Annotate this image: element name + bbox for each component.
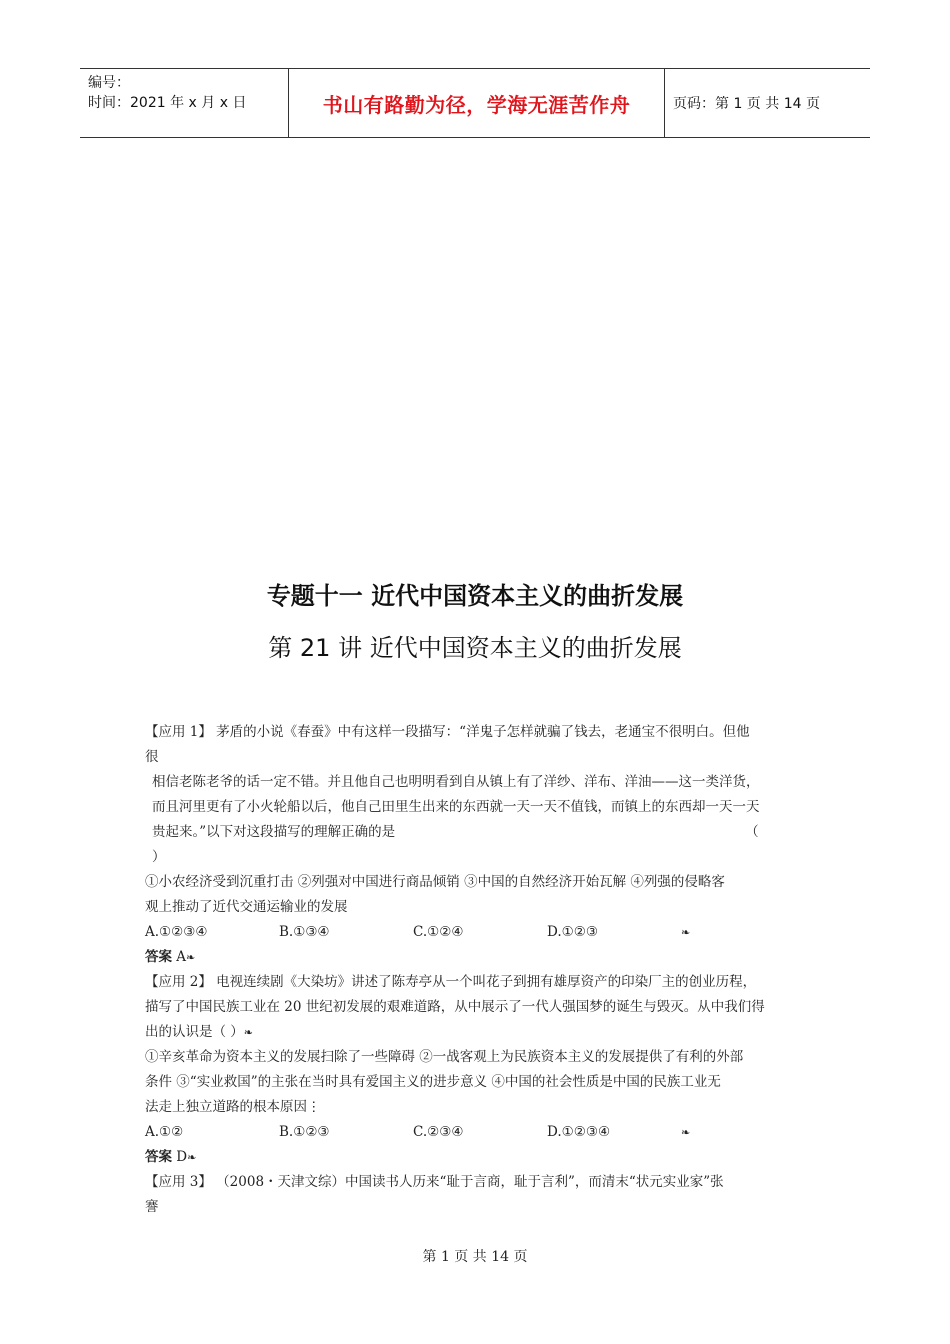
q2-option-b: B.①②③ xyxy=(279,1124,330,1140)
q2-option-d: D.①②③④ ❧ xyxy=(547,1120,681,1145)
q1-line-4: 贵起来。”以下对这段描写的理解正确的是 （ xyxy=(145,820,810,845)
number-label: 编号： xyxy=(88,75,130,91)
document-body xyxy=(145,720,810,1220)
q1-paren-close: ） xyxy=(152,849,166,865)
q1-option-a: A.①②③④ xyxy=(145,924,208,940)
header-meta xyxy=(80,69,288,137)
q1-answer xyxy=(145,945,810,970)
q2-line-2: 描写了中国民族工业在 20 世纪初发展的艰难道路，从中展示了一代人强国梦的诞生与毁灭。从中我们得 xyxy=(145,999,765,1015)
q1-option-c: C.①②④ xyxy=(413,924,464,940)
q2-line-3-mark: ❧ xyxy=(243,1026,254,1039)
q2-answer-label: 答案 xyxy=(145,1149,172,1165)
q1-option-b: B.①③④ xyxy=(279,924,330,940)
q1-options xyxy=(145,920,810,945)
date-line: 时间：2021 年 x 月 x 日 xyxy=(88,95,247,111)
q1-answer-value: A xyxy=(172,949,187,965)
header-page-info: 页码：第 1 页 共 14 页 xyxy=(673,96,820,112)
q1-answer-label: 答案 xyxy=(145,949,172,965)
q2-statements-2: 条件 ③“实业救国”的主张在当时具有爱国主义的进步意义 ④中国的社会性质是中国的民族工业无 xyxy=(145,1074,721,1090)
q1-line-2: 相信老陈老爷的话一定不错。并且他自己也明明看到自从镇上有了洋纱、洋布、洋油——这一类洋货， xyxy=(152,774,760,790)
q2-option-a: A.①② xyxy=(145,1124,184,1140)
page-header xyxy=(80,68,870,138)
q1-line-3: 而且河里更有了小火轮船以后，他自己田里生出来的东西就一天一天不值钱，而镇上的东西却一天一天 xyxy=(152,799,760,815)
q1-line-1b: 很 xyxy=(145,749,159,765)
q1-tag: 【应用 1】 xyxy=(145,724,212,740)
q2-answer-mark: ❧ xyxy=(187,1151,197,1164)
header-motto: 书山有路勤为径，学海无涯苦作舟 xyxy=(288,69,665,137)
q2-statements-mark: ⋮ xyxy=(307,1099,321,1115)
q3-line-2: 謇 xyxy=(145,1199,159,1215)
q2-statements-3: 法走上独立道路的根本原因⋮ xyxy=(145,1099,321,1115)
q2-line-3: 出的认识是（ ）❧ xyxy=(145,1024,254,1040)
q2-option-mark: ❧ xyxy=(681,1126,691,1139)
lecture-title: 第 21 讲 近代中国资本主义的曲折发展 xyxy=(268,634,682,662)
q1-paren-open: （ xyxy=(745,824,759,840)
q2-line-1: 【应用 2】 电视连续剧《大染坊》讲述了陈寿亭从一个叫花子到拥有雄厚资产的印染厂主的创业历程， xyxy=(145,974,757,990)
q3-tag: 【应用 3】 xyxy=(145,1174,212,1190)
q2-answer-value: D xyxy=(172,1149,188,1165)
q2-answer xyxy=(145,1145,810,1170)
q1-statements-1: ①小农经济受到沉重打击 ②列强对中国进行商品倾销 ③中国的自然经济开始瓦解 ④列强的侵略客 xyxy=(145,874,725,890)
q1-option-d: D.①②③ ❧ xyxy=(547,920,681,945)
page-footer: 第 1 页 共 14 页 xyxy=(422,1249,528,1265)
q1-answer-mark: ❧ xyxy=(186,951,196,964)
q2-statements-1: ①辛亥革命为资本主义的发展扫除了一些障碍 ②一战客观上为民族资本主义的发展提供了有利的外部 xyxy=(145,1049,744,1065)
topic-title: 专题十一 近代中国资本主义的曲折发展 xyxy=(266,581,684,610)
q1-statements-2: 观上推动了近代交通运输业的发展 xyxy=(145,899,348,915)
q3-line-1: 【应用 3】 （2008・天津文综）中国读书人历来“耻于言商，耻于言利”，而清末“状元实业家”张 xyxy=(145,1174,724,1190)
q2-tag: 【应用 2】 xyxy=(145,974,212,990)
q2-options xyxy=(145,1120,810,1145)
q1-option-mark: ❧ xyxy=(681,926,691,939)
q1-line-1: 【应用 1】 茅盾的小说《春蚕》中有这样一段描写：“洋鬼子怎样就骗了钱去，老通宝不很明白。但他 xyxy=(145,724,750,740)
q2-option-c: C.②③④ xyxy=(413,1124,464,1140)
